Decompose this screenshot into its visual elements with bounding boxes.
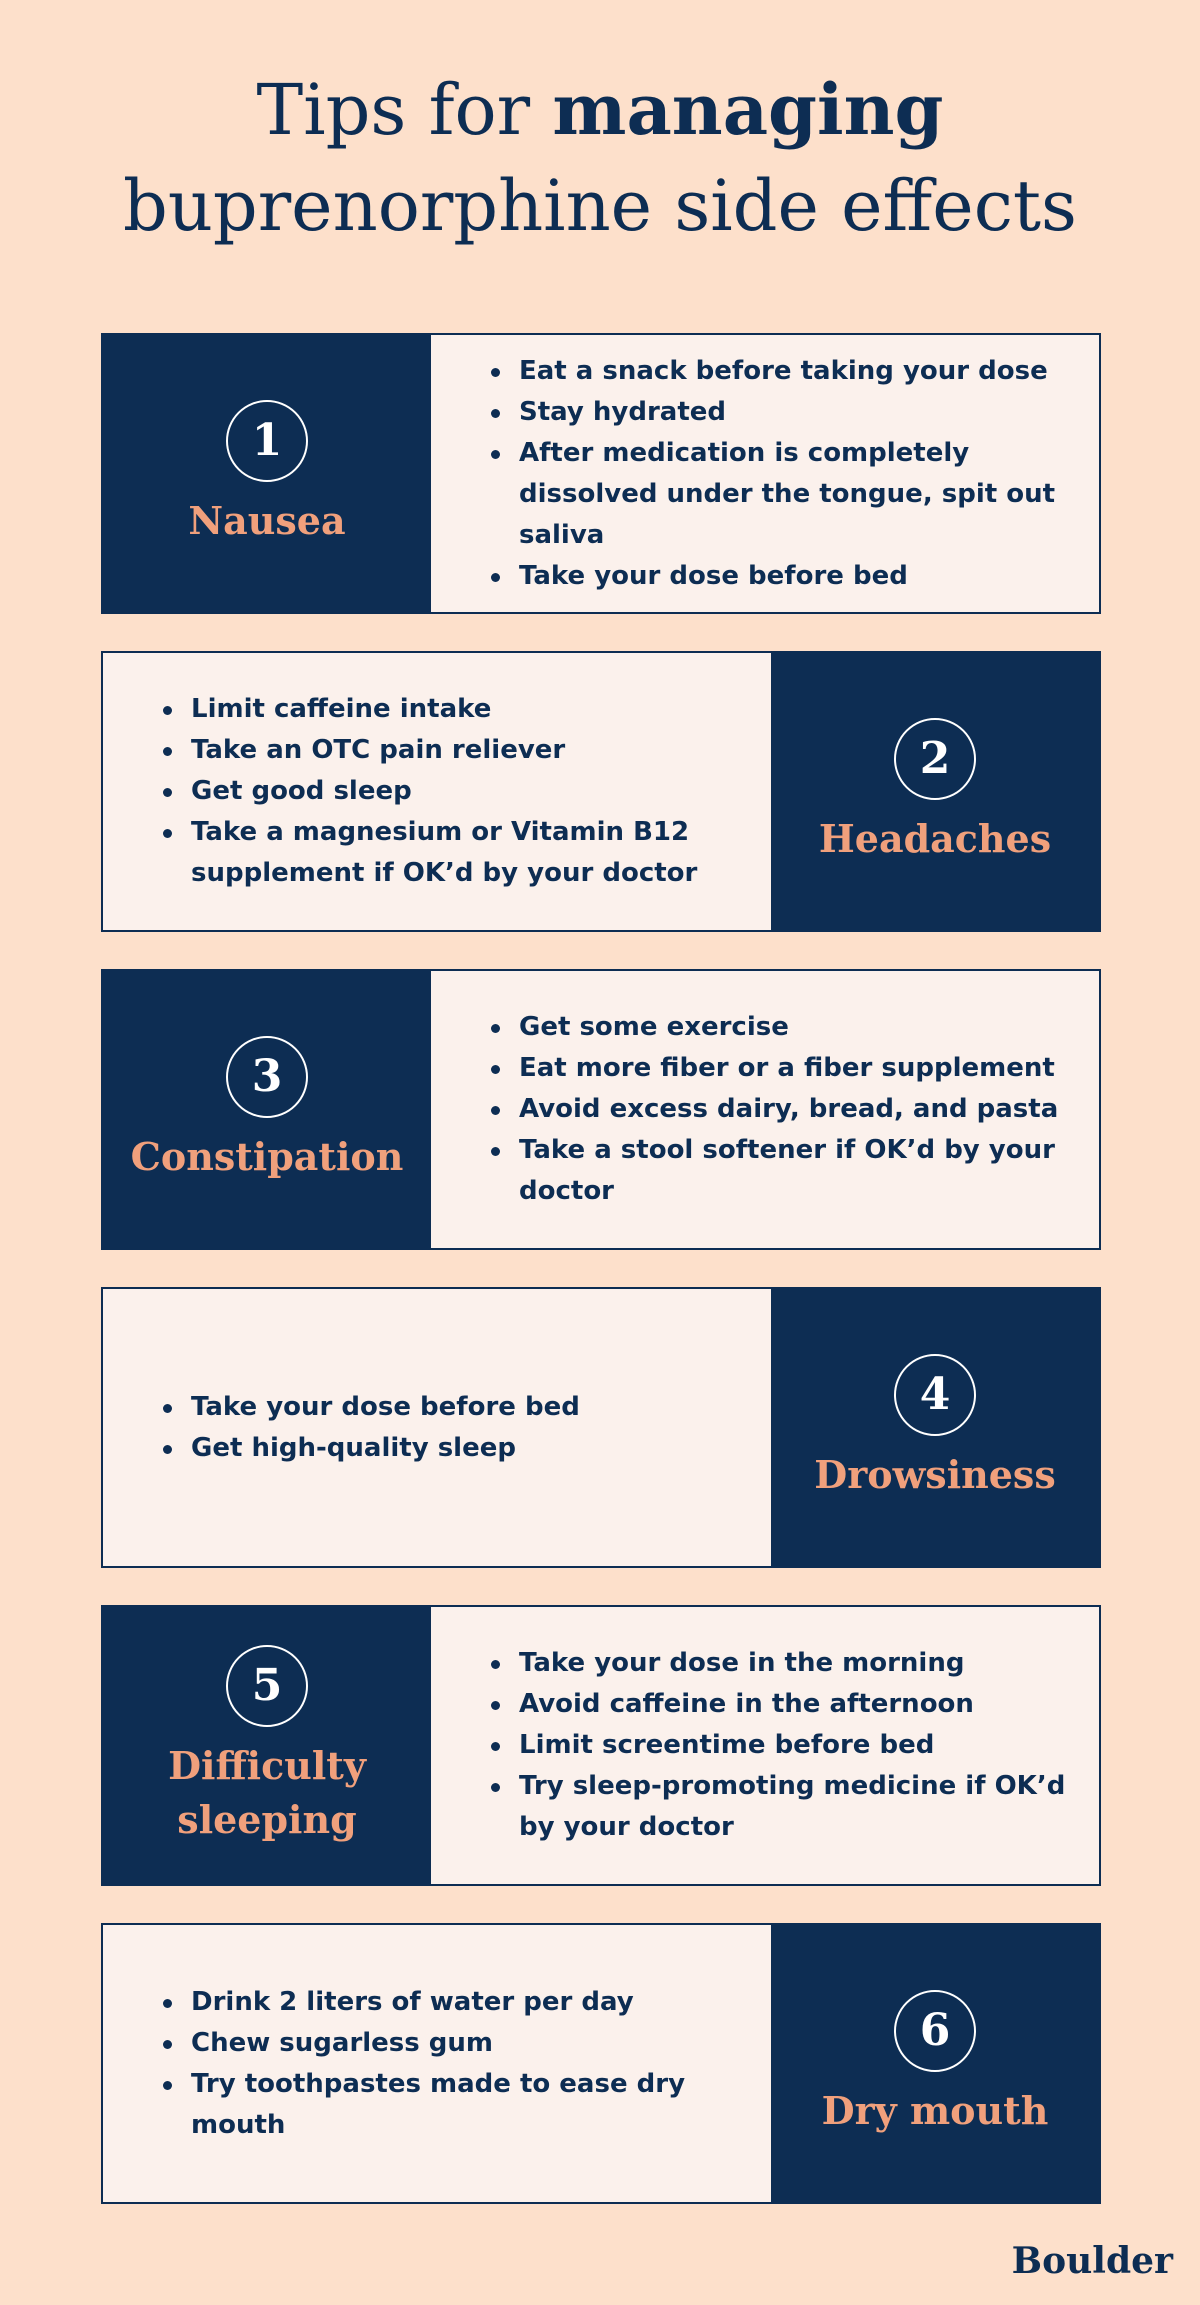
- tip-item: Get high-quality sleep: [161, 1428, 580, 1469]
- side-effect-label: Nausea: [188, 497, 346, 543]
- card-constipation: [101, 969, 1101, 1250]
- number-badge: 5: [226, 1645, 308, 1727]
- number-badge: 1: [226, 400, 308, 482]
- tip-item: Chew sugarless gum: [161, 2023, 741, 2064]
- card-dry-mouth: [101, 1923, 1101, 2204]
- number-badge: 4: [894, 1354, 976, 1436]
- tip-item: Take your dose in the morning: [489, 1643, 1069, 1684]
- tips-panel: [103, 653, 771, 930]
- side-effect-label: Difficulty sleeping: [168, 1742, 366, 1842]
- number-badge: 3: [226, 1036, 308, 1118]
- tip-item: Take your dose before bed: [489, 556, 1069, 597]
- tip-item: Stay hydrated: [489, 392, 1069, 433]
- card-side-panel: [771, 653, 1099, 930]
- side-effect-label: Dry mouth: [821, 2087, 1049, 2133]
- tip-item: Avoid excess dairy, bread, and pasta: [489, 1089, 1069, 1130]
- title-part1: Tips for: [256, 69, 553, 151]
- number-badge: 2: [894, 718, 976, 800]
- tip-item: Try toothpastes made to ease dry mouth: [161, 2064, 741, 2146]
- card-drowsiness: [101, 1287, 1101, 1568]
- title-bold: managing: [552, 68, 944, 151]
- tips-list: [489, 1643, 1069, 1848]
- tip-item: Limit screentime before bed: [489, 1725, 1069, 1766]
- side-effect-label: Drowsiness: [814, 1451, 1056, 1497]
- tips-list: [161, 1387, 580, 1469]
- number-badge: 6: [894, 1990, 976, 2072]
- tip-item: Get some exercise: [489, 1007, 1069, 1048]
- tips-list: [489, 351, 1069, 597]
- card-difficulty-sleeping: [101, 1605, 1101, 1886]
- tip-item: Eat a snack before taking your dose: [489, 351, 1069, 392]
- card-side-panel: [771, 1289, 1099, 1566]
- tips-panel: [431, 971, 1099, 1248]
- card-side-panel: [103, 971, 431, 1248]
- tip-item: Avoid caffeine in the afternoon: [489, 1684, 1069, 1725]
- side-effect-label: Constipation: [130, 1133, 404, 1179]
- brand-logo: Boulder: [1011, 2240, 1173, 2282]
- tip-item: Try sleep-promoting medicine if OK’d by your doctor: [489, 1766, 1069, 1848]
- title-line2: buprenorphine side effects: [123, 165, 1077, 247]
- card-side-panel: [103, 335, 431, 612]
- tips-panel: [431, 1607, 1099, 1884]
- tips-list: [161, 1982, 741, 2146]
- tips-list: [489, 1007, 1069, 1212]
- side-effect-label: Headaches: [818, 815, 1052, 861]
- tip-item: After medication is completely dissolved under the tongue, spit out saliva: [489, 433, 1069, 556]
- card-side-panel: [771, 1925, 1099, 2202]
- tip-item: Take a magnesium or Vitamin B12 supplement if OK’d by your doctor: [161, 812, 741, 894]
- tip-item: Get good sleep: [161, 771, 741, 812]
- card-nausea: [101, 333, 1101, 614]
- tips-panel: [103, 1925, 771, 2202]
- tip-item: Eat more fiber or a fiber supplement: [489, 1048, 1069, 1089]
- tip-item: Limit caffeine intake: [161, 689, 741, 730]
- card-side-panel: [103, 1607, 431, 1884]
- page-title: [0, 62, 1200, 254]
- tip-item: Take your dose before bed: [161, 1387, 580, 1428]
- tips-panel: [103, 1289, 771, 1566]
- tip-item: Take an OTC pain reliever: [161, 730, 741, 771]
- tips-panel: [431, 335, 1099, 612]
- tips-list: [161, 689, 741, 894]
- tip-item: Drink 2 liters of water per day: [161, 1982, 741, 2023]
- tip-item: Take a stool softener if OK’d by your doctor: [489, 1130, 1069, 1212]
- card-headaches: [101, 651, 1101, 932]
